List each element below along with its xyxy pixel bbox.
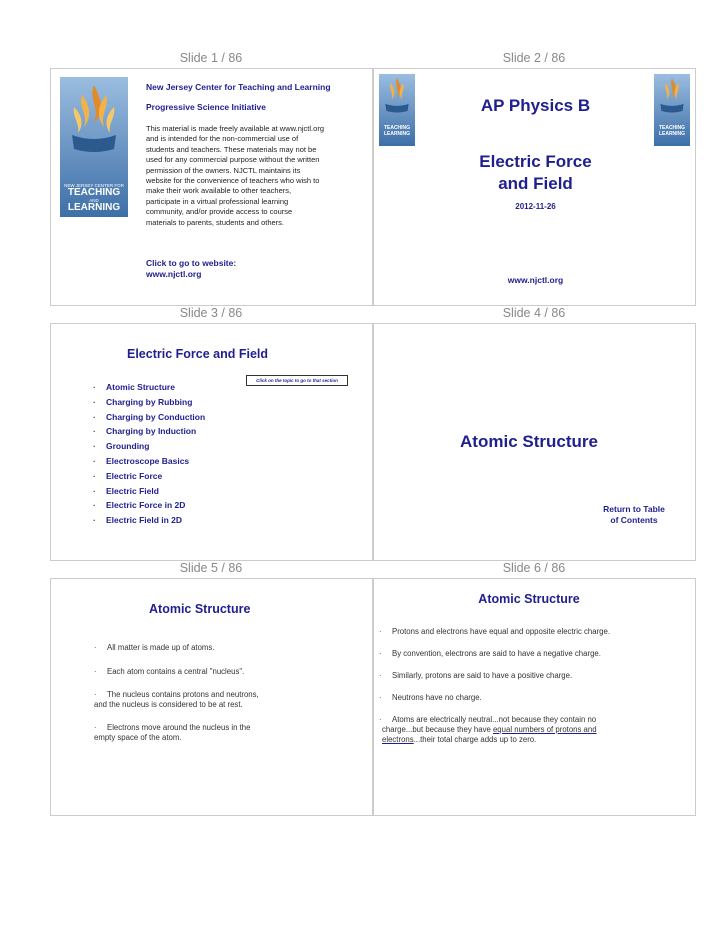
slide-title: Atomic Structure (478, 592, 580, 606)
toc-item-electroscope-basics[interactable]: · Electroscope Basics (106, 454, 205, 469)
slide-label-5: Slide 5 / 86 (179, 561, 243, 575)
bullet-list (94, 643, 259, 743)
section-title: Atomic Structure (460, 432, 598, 451)
bullet-item: · By convention, electrons are said to have a negative charge. (392, 649, 610, 659)
bullet-item-cont: and the nucleus is considered to be at rest. (94, 700, 243, 709)
toc-item-charging-by-induction[interactable]: · Charging by Induction (106, 424, 205, 439)
bullet-item-cont: electrons...their total charge adds up to zero. (382, 735, 537, 744)
toc-item-atomic-structure[interactable]: · Atomic Structure (106, 380, 205, 395)
bullet-item: · Protons and electrons have equal and opposite electric charge. (392, 627, 610, 637)
bullet-item: · Neutrons have no charge. (392, 693, 610, 703)
course-title: AP Physics B (480, 96, 591, 115)
slide-label-6: Slide 6 / 86 (502, 561, 566, 575)
slide-1[interactable] (50, 68, 373, 306)
slide-6[interactable] (373, 578, 696, 816)
toc-title: Electric Force and Field (127, 347, 269, 361)
logo-text-left: TEACHING LEARNING (383, 125, 411, 137)
toc-item-electric-field-2d[interactable]: · Electric Field in 2D (106, 513, 205, 528)
return-to-toc-link[interactable]: Return to Table of Contents (603, 504, 665, 525)
slide-label-4: Slide 4 / 86 (502, 306, 566, 320)
slide-2[interactable] (373, 68, 696, 306)
toc-list (106, 380, 205, 528)
website-link[interactable]: www.njctl.org (146, 269, 202, 279)
toc-item-charging-by-rubbing[interactable]: · Charging by Rubbing (106, 395, 205, 410)
website-link[interactable]: www.njctl.org (507, 275, 564, 285)
bullet-item: · Electrons move around the nucleus in the (107, 723, 259, 733)
slide-label-3: Slide 3 / 86 (179, 306, 243, 320)
slide-title: Atomic Structure (149, 602, 251, 616)
bullet-list (382, 627, 611, 745)
slide-label-2: Slide 2 / 86 (502, 51, 566, 65)
bullet-item: · Each atom contains a central "nucleus". (107, 667, 259, 677)
slide-4[interactable] (373, 323, 696, 561)
bullet-item-cont: empty space of the atom. (94, 733, 182, 742)
date: 2012-11-26 (515, 202, 556, 211)
underlined-phrase: electrons (382, 735, 414, 744)
initiative-name: Progressive Science Initiative (146, 102, 267, 112)
bullet-item: · Atoms are electrically neutral...not because they contain no (392, 715, 610, 725)
org-name: New Jersey Center for Teaching and Learning (146, 82, 331, 92)
njctl-logo (60, 77, 128, 217)
slide-5[interactable] (50, 578, 373, 816)
topic-title: Electric Force and Field (479, 152, 592, 193)
underlined-phrase: equal numbers of protons and (492, 725, 597, 734)
toc-item-electric-field[interactable]: · Electric Field (106, 484, 205, 499)
slide-label-1: Slide 1 / 86 (179, 51, 243, 65)
disclaimer-text: This material is made freely available at www.njctl.org and is intended for the non-commercial use of students and teachers. These materials may not be used for any commercial purpose without the written permission of the owners. NJCTL maintains its website for the convenience of teachers who wish to make their work available to other teachers, participate in a virtual professional learning community, and/or provide access to course materials to parents, students and others. (146, 124, 324, 227)
bullet-item: · The nucleus contains protons and neutrons, (107, 690, 259, 700)
click-to-website[interactable]: Click to go to website: www.njctl.org (146, 258, 237, 279)
toc-item-electric-force-2d[interactable]: · Electric Force in 2D (106, 498, 205, 513)
slide-3[interactable] (50, 323, 373, 561)
bullet-item-cont: charge...but because they have equal numbers of protons and (382, 725, 597, 734)
logo-text-right: TEACHING LEARNING (658, 125, 686, 137)
toc-item-grounding[interactable]: · Grounding (106, 439, 205, 454)
toc-hint: Click on the topic to go to that section (246, 375, 348, 386)
bullet-item: · Similarly, protons are said to have a positive charge. (392, 671, 610, 681)
bullet-item: · All matter is made up of atoms. (107, 643, 259, 653)
logo-text: NEW JERSEY CENTER FOR TEACHING AND LEARNING (64, 183, 124, 213)
toc-item-electric-force[interactable]: · Electric Force (106, 469, 205, 484)
toc-item-charging-by-conduction[interactable]: · Charging by Conduction (106, 410, 205, 425)
